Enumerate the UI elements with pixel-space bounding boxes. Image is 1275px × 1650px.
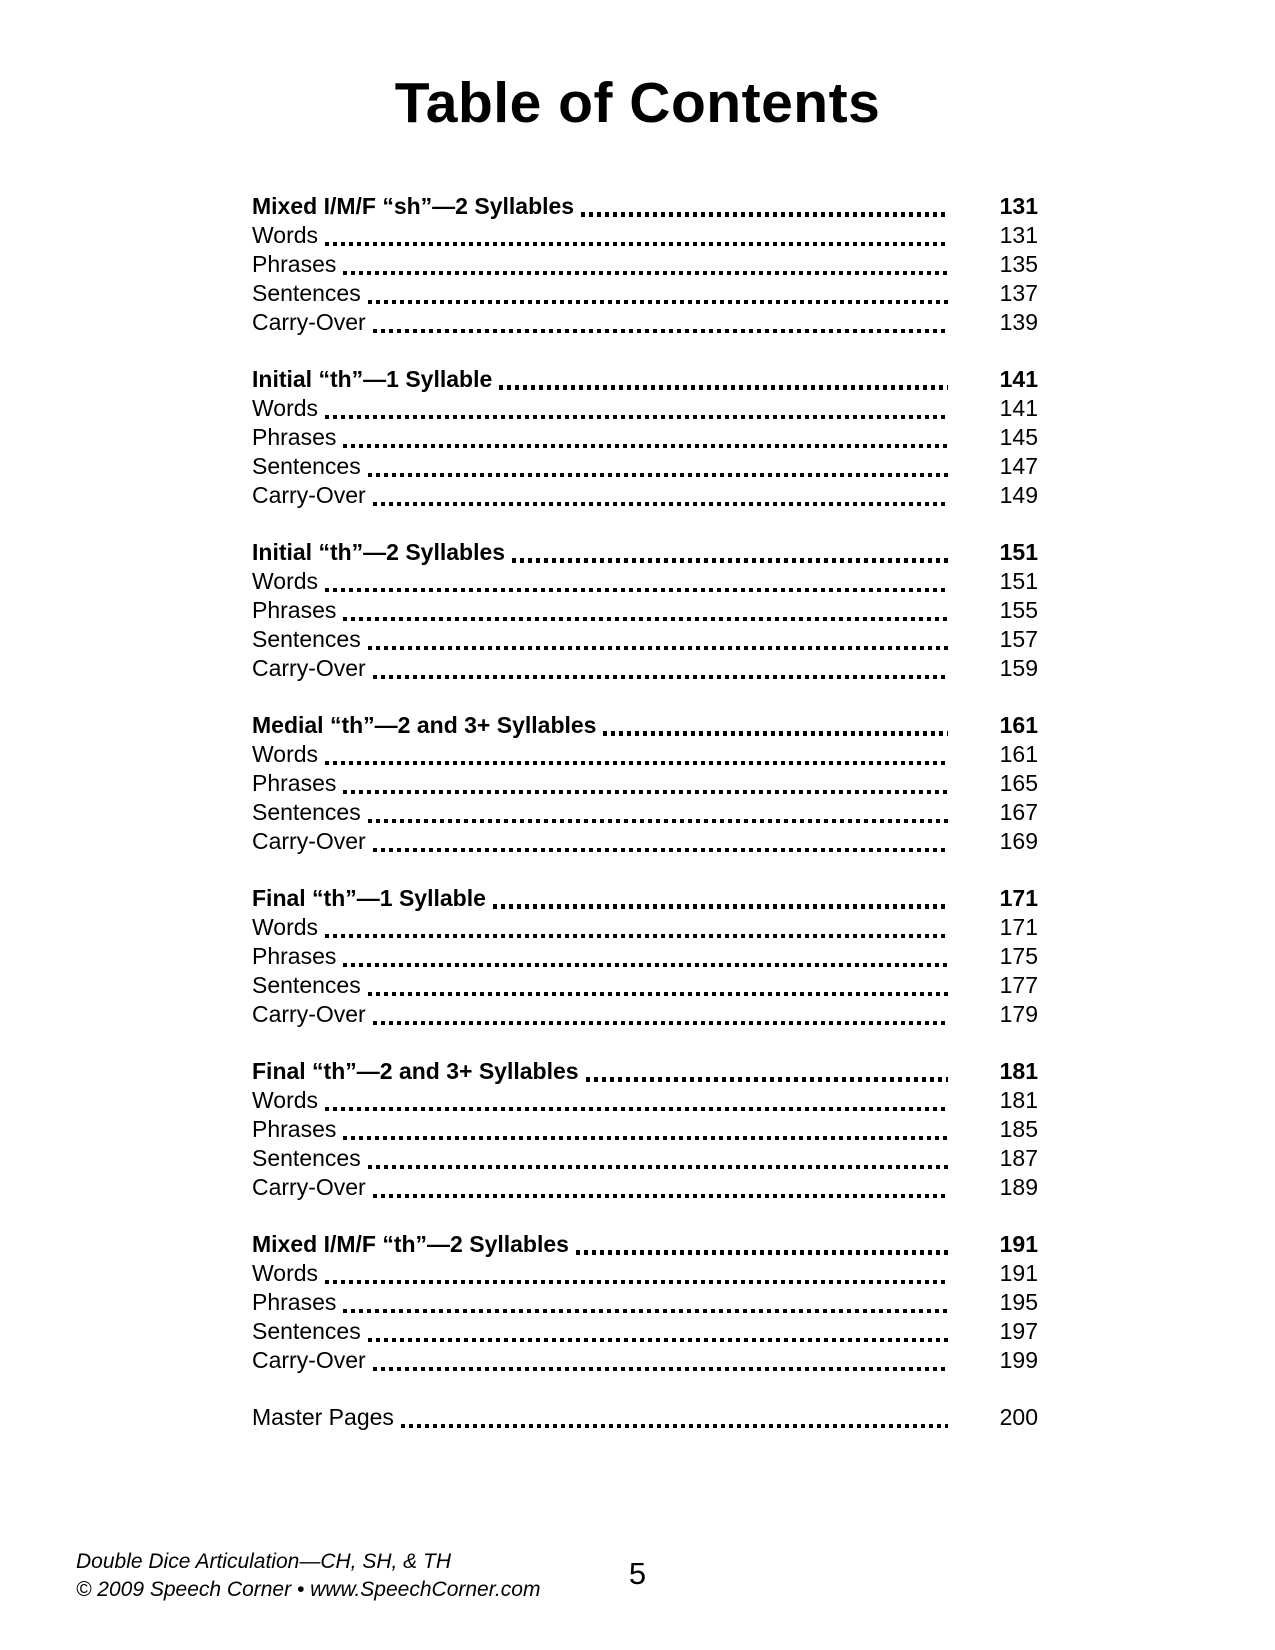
toc-entry-page: 195	[999, 1289, 1038, 1315]
toc-section-row	[252, 538, 1038, 567]
leader-dots	[581, 212, 948, 217]
toc-entry-label: Carry-Over	[252, 655, 366, 681]
toc-section-page: 131	[999, 193, 1038, 219]
toc-entry-label: Phrases	[252, 597, 337, 623]
toc-entry-row	[252, 221, 1038, 250]
toc-entry-page: 199	[999, 1347, 1038, 1373]
toc-entry-label: Sentences	[252, 972, 361, 998]
toc-entry-row	[252, 567, 1038, 596]
leader-dots	[325, 242, 948, 246]
leader-dots	[373, 1367, 948, 1371]
toc-entry-label: Phrases	[252, 1116, 337, 1142]
leader-dots	[586, 1077, 948, 1082]
leader-dots	[493, 904, 948, 909]
leader-dots	[343, 271, 948, 275]
toc-entry-page: 139	[999, 309, 1038, 335]
toc-section-row	[252, 192, 1038, 221]
leader-dots	[368, 1165, 948, 1169]
leader-dots	[373, 675, 948, 679]
leader-dots	[343, 1309, 948, 1313]
toc-section-page: 181	[999, 1058, 1038, 1084]
toc-section	[252, 711, 1038, 856]
leader-dots	[373, 1194, 948, 1198]
toc-entry-page: 177	[999, 972, 1038, 998]
toc-entry-row	[252, 625, 1038, 654]
toc-entry-page: 167	[999, 799, 1038, 825]
toc-section-row	[252, 1057, 1038, 1086]
toc-entry-page: 187	[999, 1145, 1038, 1171]
toc-entry-label: Words	[252, 222, 319, 248]
toc-entry-row	[252, 481, 1038, 510]
toc-entry-label: Words	[252, 395, 319, 421]
toc-entry-row	[252, 1086, 1038, 1115]
toc-section-title: Initial “th”—1 Syllable	[252, 366, 493, 392]
toc-entry-page: 147	[999, 453, 1038, 479]
toc-entry-page: 165	[999, 770, 1038, 796]
toc-section-page: 151	[999, 539, 1038, 565]
leader-dots	[325, 1107, 948, 1111]
toc-entry-row	[252, 308, 1038, 337]
toc-entry-page: 145	[999, 424, 1038, 450]
toc-entry-row	[252, 1346, 1038, 1375]
leader-dots	[325, 415, 948, 419]
toc-entry-label: Phrases	[252, 770, 337, 796]
toc-section-page: 171	[999, 885, 1038, 911]
toc-entry-label: Carry-Over	[252, 1347, 366, 1373]
toc-entry-label: Carry-Over	[252, 1174, 366, 1200]
toc-entry-label: Carry-Over	[252, 482, 366, 508]
toc-section-row	[252, 365, 1038, 394]
leader-dots	[343, 444, 948, 448]
toc-entry-page: 185	[999, 1116, 1038, 1142]
toc-entry-label: Words	[252, 914, 319, 940]
toc-entry-page: 189	[999, 1174, 1038, 1200]
leader-dots	[325, 934, 948, 938]
toc-entry-label: Sentences	[252, 453, 361, 479]
toc-entry-label: Carry-Over	[252, 309, 366, 335]
toc-entry-row	[252, 1000, 1038, 1029]
toc-entry-page: 179	[999, 1001, 1038, 1027]
toc-entry-page: 155	[999, 597, 1038, 623]
leader-dots	[368, 819, 948, 823]
toc-section	[252, 1230, 1038, 1375]
toc-entry-label: Words	[252, 1260, 319, 1286]
toc-section-title: Mixed I/M/F “sh”—2 Syllables	[252, 193, 575, 219]
toc-section-page: 161	[999, 712, 1038, 738]
toc-entry-page: 181	[999, 1087, 1038, 1113]
toc-entry-page: 137	[999, 280, 1038, 306]
toc-entry-page: 191	[999, 1260, 1038, 1286]
toc-entry-label: Carry-Over	[252, 828, 366, 854]
toc-entry-page: 159	[999, 655, 1038, 681]
toc-section-title: Final “th”—1 Syllable	[252, 885, 486, 911]
toc-entry-row	[252, 1144, 1038, 1173]
toc-section-row	[252, 884, 1038, 913]
toc-entry-page: 135	[999, 251, 1038, 277]
toc-entry-page: 157	[999, 626, 1038, 652]
toc-entry-page: 141	[999, 395, 1038, 421]
leader-dots	[343, 790, 948, 794]
toc-entry-label: Words	[252, 741, 319, 767]
toc-entry-row	[252, 1288, 1038, 1317]
toc-entry-page: 171	[999, 914, 1038, 940]
leader-dots	[368, 473, 948, 477]
toc-section-page: 191	[999, 1231, 1038, 1257]
toc-entry-page: 161	[999, 741, 1038, 767]
toc-entry-page: 151	[999, 568, 1038, 594]
toc-section	[252, 192, 1038, 337]
leader-dots	[373, 1021, 948, 1025]
toc-entry-label: Phrases	[252, 251, 337, 277]
toc-entry-label: Phrases	[252, 1289, 337, 1315]
toc-entry-row	[252, 279, 1038, 308]
toc-entry-row	[252, 740, 1038, 769]
footer-book-title: Double Dice Articulation—CH, SH, & TH	[76, 1550, 452, 1573]
toc-section-row	[252, 1230, 1038, 1259]
toc-entry-page: 175	[999, 943, 1038, 969]
leader-dots	[325, 1280, 948, 1284]
toc-section-row	[252, 711, 1038, 740]
toc-entry-row	[252, 250, 1038, 279]
toc-entry-row	[252, 798, 1038, 827]
toc-entry-row	[252, 1173, 1038, 1202]
leader-dots	[401, 1424, 948, 1428]
toc-section-title: Medial “th”—2 and 3+ Syllables	[252, 712, 597, 738]
leader-dots	[373, 848, 948, 852]
toc-section-page: 141	[999, 366, 1038, 392]
toc-entry-page: 169	[999, 828, 1038, 854]
toc-entry-page: 131	[999, 222, 1038, 248]
toc-entry-row	[252, 827, 1038, 856]
leader-dots	[368, 1338, 948, 1342]
toc-entry-label: Phrases	[252, 943, 337, 969]
leader-dots	[373, 329, 948, 333]
toc-entry-label: Words	[252, 568, 319, 594]
toc-entry-label: Sentences	[252, 1145, 361, 1171]
leader-dots	[373, 502, 948, 506]
toc-entry-page: 149	[999, 482, 1038, 508]
leader-dots	[603, 731, 948, 736]
toc-entry-row	[252, 394, 1038, 423]
toc-section-title: Final “th”—2 and 3+ Syllables	[252, 1058, 579, 1084]
page-title: Table of Contents	[394, 71, 881, 135]
toc-entry-label: Sentences	[252, 626, 361, 652]
leader-dots	[343, 1136, 948, 1140]
leader-dots	[325, 761, 948, 765]
toc-master-pages-label: Master Pages	[252, 1404, 394, 1430]
toc-section-title: Mixed I/M/F “th”—2 Syllables	[252, 1231, 569, 1257]
toc-entry-row	[252, 1317, 1038, 1346]
toc-entry-row	[252, 971, 1038, 1000]
toc-entry-label: Sentences	[252, 1318, 361, 1344]
leader-dots	[368, 646, 948, 650]
toc-entry-row	[252, 654, 1038, 683]
leader-dots	[343, 963, 948, 967]
leader-dots	[325, 588, 948, 592]
toc-list	[252, 192, 1038, 1432]
leader-dots	[368, 300, 948, 304]
toc-entry-label: Words	[252, 1087, 319, 1113]
toc-section	[252, 538, 1038, 683]
toc-entry-row	[252, 596, 1038, 625]
leader-dots	[512, 558, 948, 563]
toc-entry-label: Sentences	[252, 280, 361, 306]
toc-section	[252, 365, 1038, 510]
toc-section	[252, 1057, 1038, 1202]
toc-entry-label: Sentences	[252, 799, 361, 825]
leader-dots	[368, 992, 948, 996]
toc-entry-row	[252, 769, 1038, 798]
toc-master-pages-page: 200	[999, 1404, 1038, 1430]
toc-entry-row	[252, 942, 1038, 971]
footer-page-number: 5	[628, 1556, 647, 1591]
toc-section-title: Initial “th”—2 Syllables	[252, 539, 506, 565]
toc-entry-row	[252, 1115, 1038, 1144]
toc-entry-row	[252, 452, 1038, 481]
toc-entry-label: Carry-Over	[252, 1001, 366, 1027]
toc-entry-row	[252, 1259, 1038, 1288]
toc-master-pages-row	[252, 1403, 1038, 1432]
toc-section	[252, 884, 1038, 1029]
leader-dots	[343, 617, 948, 621]
leader-dots	[499, 385, 948, 390]
toc-entry-label: Phrases	[252, 424, 337, 450]
toc-entry-row	[252, 913, 1038, 942]
footer-copyright: © 2009 Speech Corner • www.SpeechCorner.com	[76, 1578, 541, 1601]
toc-entry-page: 197	[999, 1318, 1038, 1344]
toc-entry-row	[252, 423, 1038, 452]
leader-dots	[576, 1250, 948, 1255]
